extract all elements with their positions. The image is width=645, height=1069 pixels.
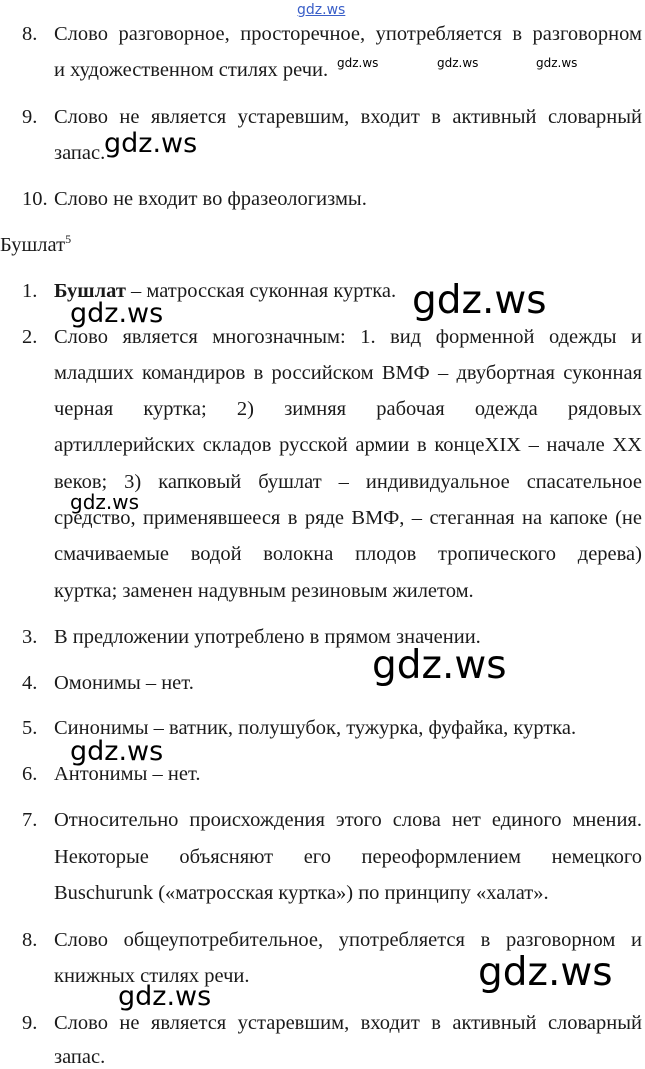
list-text: и художественном стилях речи. [54,59,329,81]
watermark: gdz.ws [118,981,212,1012]
watermark: gdz.ws [437,56,479,70]
list-text: В предложении употреблено в прямом значении. [54,626,481,648]
list-number: 8. [22,929,38,951]
list-text: черная куртка; 2) зимняя рабочая одежда рядовых [54,398,642,420]
list-text: смачиваемые водой волокна плодов тропического дерева) [54,543,642,565]
list-number: 5. [22,717,38,739]
list-number: 2. [22,326,38,348]
list-number: 4. [22,672,38,694]
list-number: 10. [22,188,48,210]
term-bold: Бушлат [54,280,126,302]
list-text: Слово не входит во фразеологизмы. [54,188,367,210]
list-number: 9. [22,106,38,128]
list-text: Buschurunk («матросская куртка») по принципу «халат». [54,882,549,904]
list-text: веков; 3) капковый бушлат – индивидуальное спасательное [54,471,642,493]
list-text: Слово является многозначным: 1. вид форменной одежды и [54,326,642,348]
top-watermark-link[interactable]: gdz.ws [297,2,346,18]
list-text: Некоторые объясняют его переоформлением немецкого [54,846,642,868]
watermark: gdz.ws [104,128,198,159]
watermark: gdz.ws [372,643,507,688]
watermark: gdz.ws [70,298,164,329]
watermark: gdz.ws [70,736,164,767]
footnote-mark: 5 [65,232,72,246]
list-number: 8. [22,23,38,45]
list-text: артиллерийских складов русской армии в концеXIX – начале XX [54,434,642,456]
list-text: Слово не является устаревшим, входит в активный словарный [54,106,642,128]
list-number: 6. [22,763,38,785]
list-text: Слово общеупотребительное, употребляется в разговорном и [54,929,642,951]
list-text: Относительно происхождения этого слова нет единого мнения. [54,809,642,831]
list-text: младших командиров в российском ВМФ – двубортная суконная [54,362,642,384]
list-number: 7. [22,809,38,831]
watermark: gdz.ws [478,950,613,995]
watermark: gdz.ws [337,56,379,70]
watermark: gdz.ws [412,278,547,323]
list-text: книжных стилях речи. [54,965,250,987]
list-text: Синонимы – ватник, полушубок, тужурка, фуфайка, куртка. [54,717,577,739]
list-text: куртка; заменен надувным резиновым жилетом. [54,580,474,602]
list-text: Слово не является устаревшим, входит в активный словарный [54,1012,642,1034]
heading-word: Бушлат [0,234,66,256]
list-text: запас. [54,1046,106,1068]
list-text: Слово разговорное, просторечное, употребляется в разговорном [54,23,642,45]
watermark: gdz.ws [536,56,578,70]
list-text: средство, применявшееся в ряде ВМФ, – стеганная на капоке (не [54,507,642,529]
list-text: Антонимы – нет. [54,763,201,785]
list-text: запас. [54,142,106,164]
watermark: gdz.ws [70,490,140,514]
list-number: 9. [22,1012,38,1034]
list-text: Омонимы – нет. [54,672,194,694]
definition: – матросская суконная куртка. [125,280,397,302]
list-number: 3. [22,626,38,648]
list-number: 1. [22,280,38,302]
